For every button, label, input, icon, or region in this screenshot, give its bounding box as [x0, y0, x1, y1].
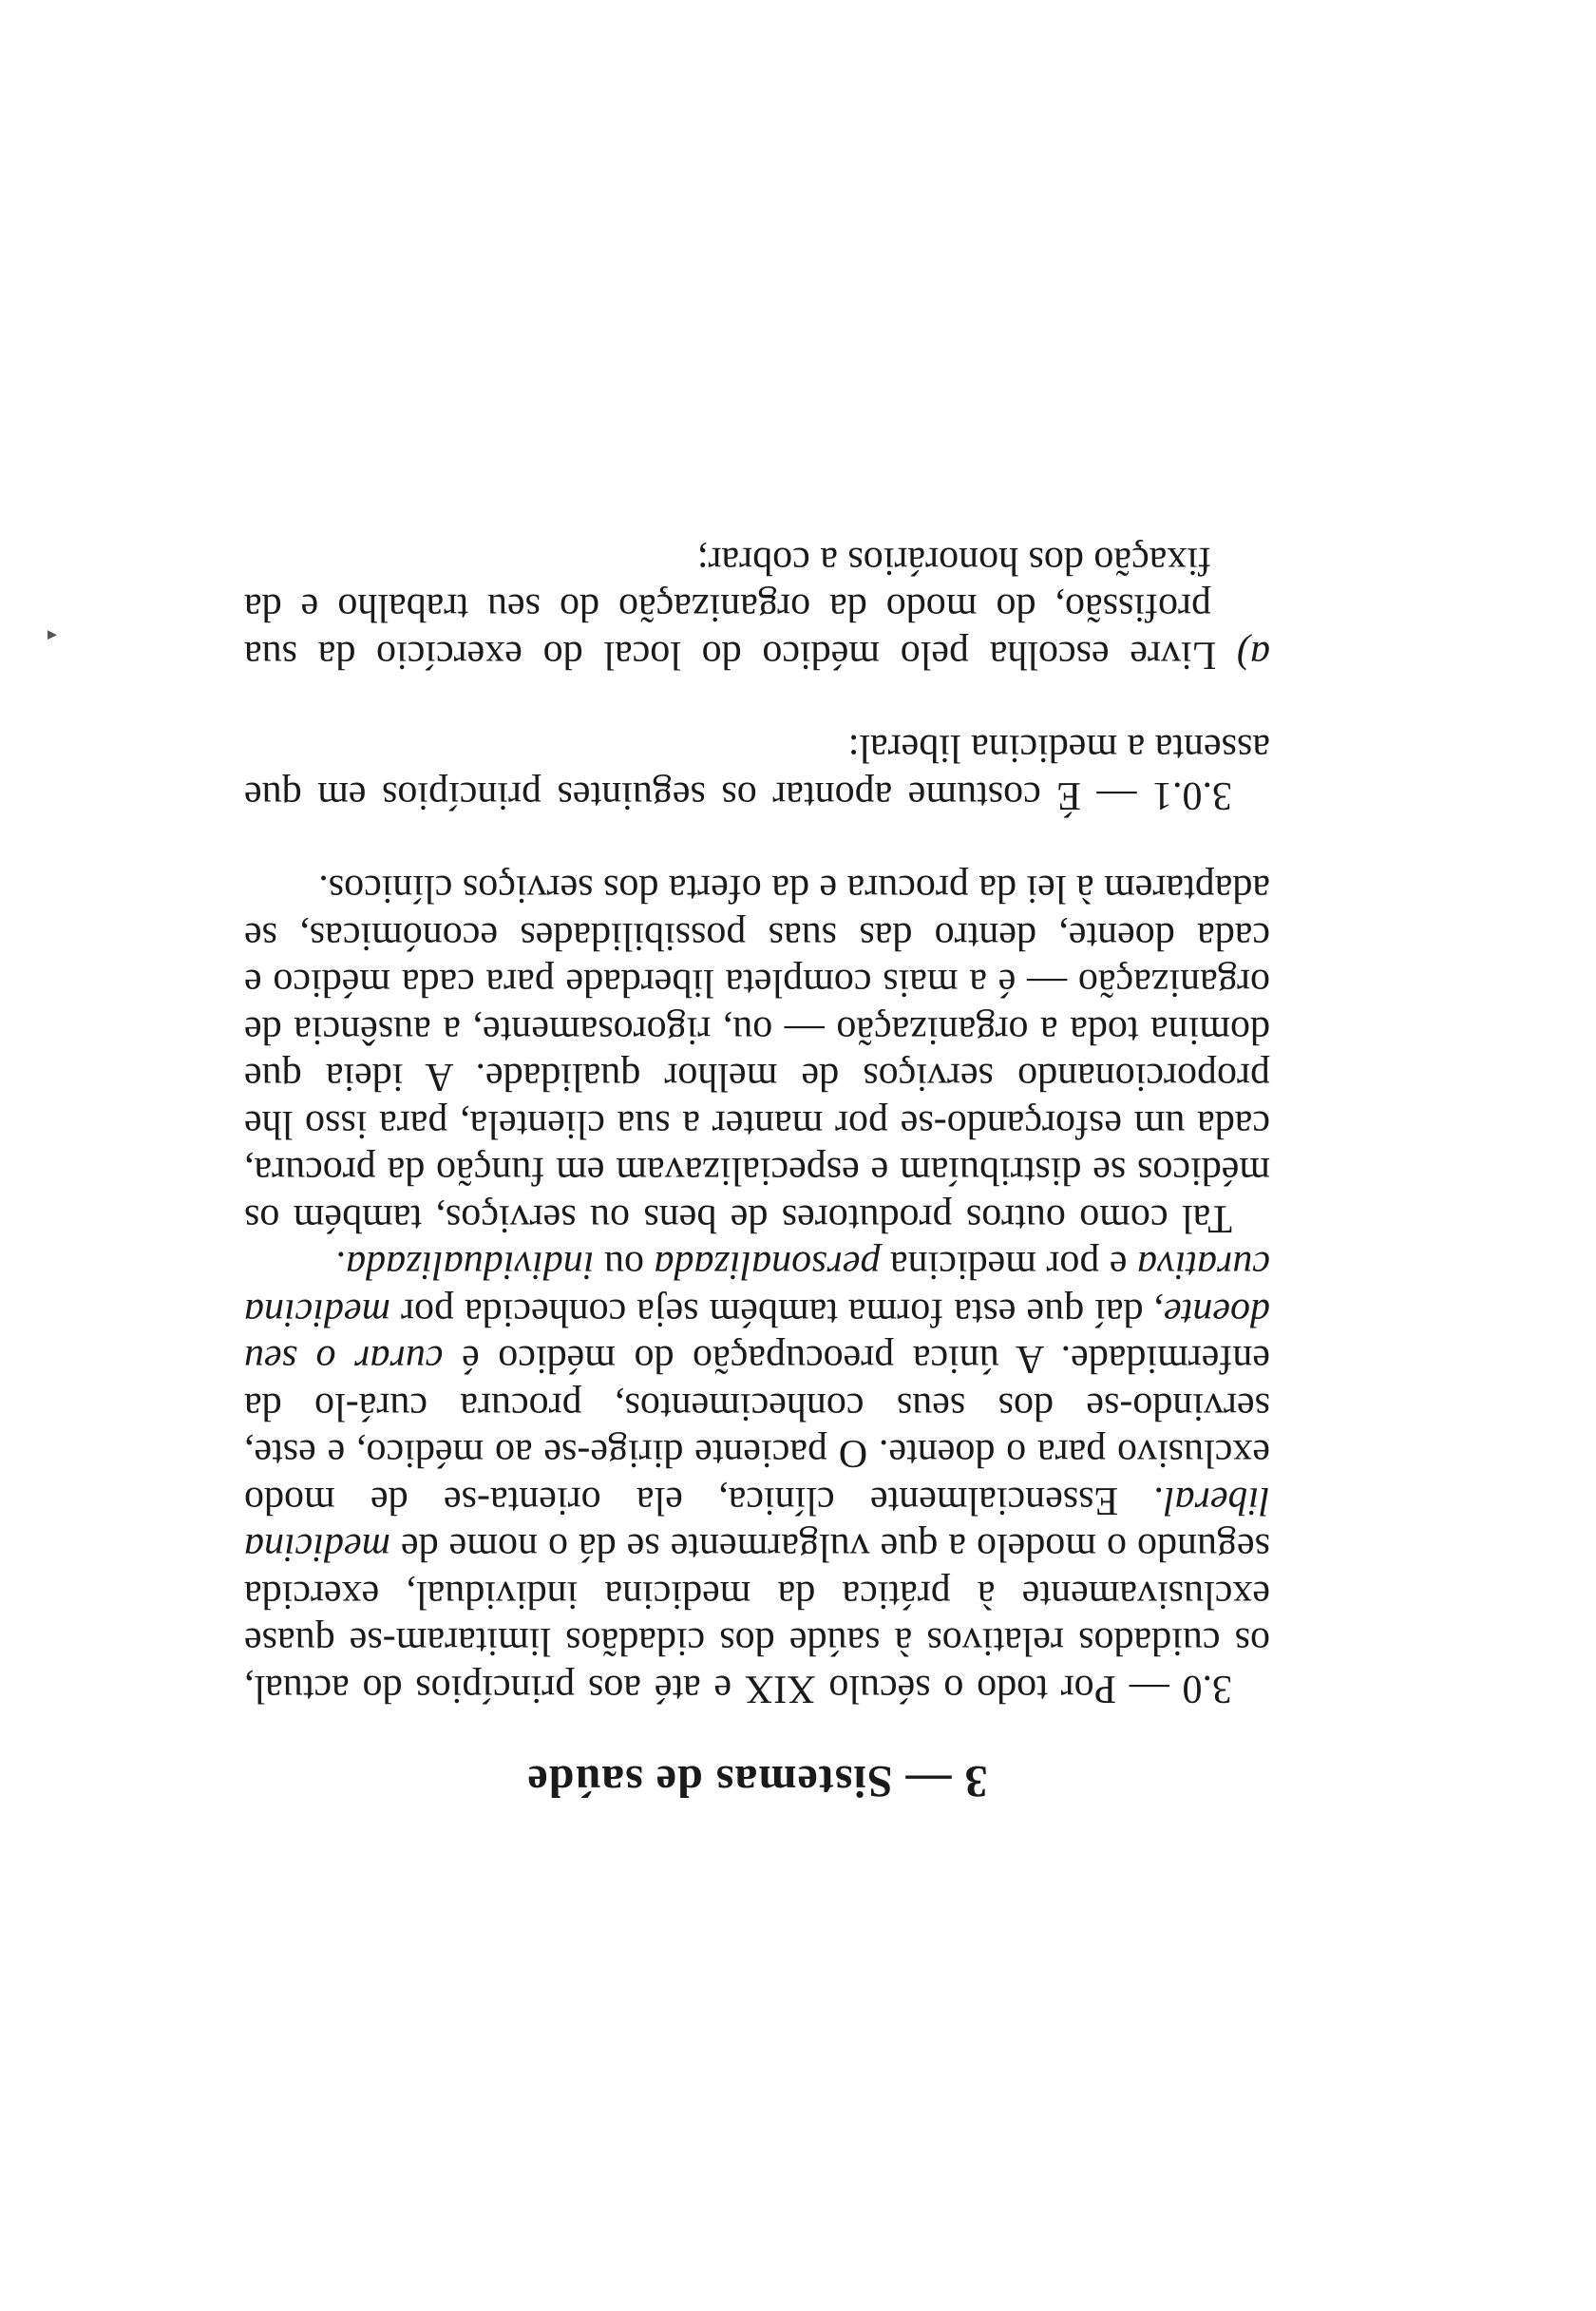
list-item-a-text: Livre escolha pelo médico do local do exercício da sua profissão, do modo da organização do seu trabalho e da fixação dos honorários a cobrar; [244, 539, 1237, 677]
emphasis-medicina-curativa: medicina curativa [244, 1243, 1270, 1334]
paragraph-3-0-1: 3.0.1 — É costume apontar os seguintes princípios em que assenta a medicina liberal: [244, 726, 1270, 817]
emphasis-curar-o-seu-doente: curar o seu doente [243, 1290, 1270, 1382]
paragraph-3-0-end: . [335, 1243, 347, 1288]
emphasis-individualizada: individualizada [346, 1243, 595, 1288]
paragraph-3-0 [244, 1241, 1270, 1711]
text-block [244, 537, 1270, 1808]
paragraph-3-0-lead: 3.0 — Por todo o século XIX e até aos princípios do actual, os cuidados relativos à saúde dos cidadãos limitaram-se quase exclusivamente à prática da medicina individual, exercida segundo o modelo a que vulgarmente se dá o nome de [244, 1525, 1270, 1710]
list-item-a-label: a) [1237, 633, 1270, 677]
paragraph-3-0-mid3: e por medicina [880, 1243, 1138, 1288]
emphasis-personalizada: personalizada [654, 1243, 881, 1288]
paragraph-3-0-mid2: , daí que esta forma também seja conhecida por [390, 1290, 1165, 1334]
scan-artifact-mark: ◂ [47, 625, 57, 648]
section-heading: 3 — Sistemas de saúde [526, 1756, 988, 1806]
paragraph-3-0-mid4: ou [594, 1243, 655, 1288]
list-item-a [244, 537, 1270, 678]
paragraph-3-0-mid1: . Essencialmente clínica, ela orienta-se de modo exclusivo para o doente. O paciente dirige-se ao médico, e este, servindo-se dos seus conhecimentos, procura curá-lo da enfermidade. A única preocupação do médico é [244, 1337, 1270, 1522]
paragraph-tal-como: Tal como outros produtores de bens ou serviços, também os médicos se distribuíam e especializavam em função da procura, cada um esforçando-se por manter a sua clientela, para isso lhe proporcionando serviços de melhor qualidade. A ideia que domina toda a organização — ou, rigorosamente, a ausência de organização — é a mais completa liberdade para cada médico e cada doente, dentro das suas possibilidades económicas, se adaptarem à lei da procura e da oferta dos serviços clínicos. [244, 867, 1270, 1240]
emphasis-medicina-liberal: medicina liberal [244, 1479, 1270, 1570]
